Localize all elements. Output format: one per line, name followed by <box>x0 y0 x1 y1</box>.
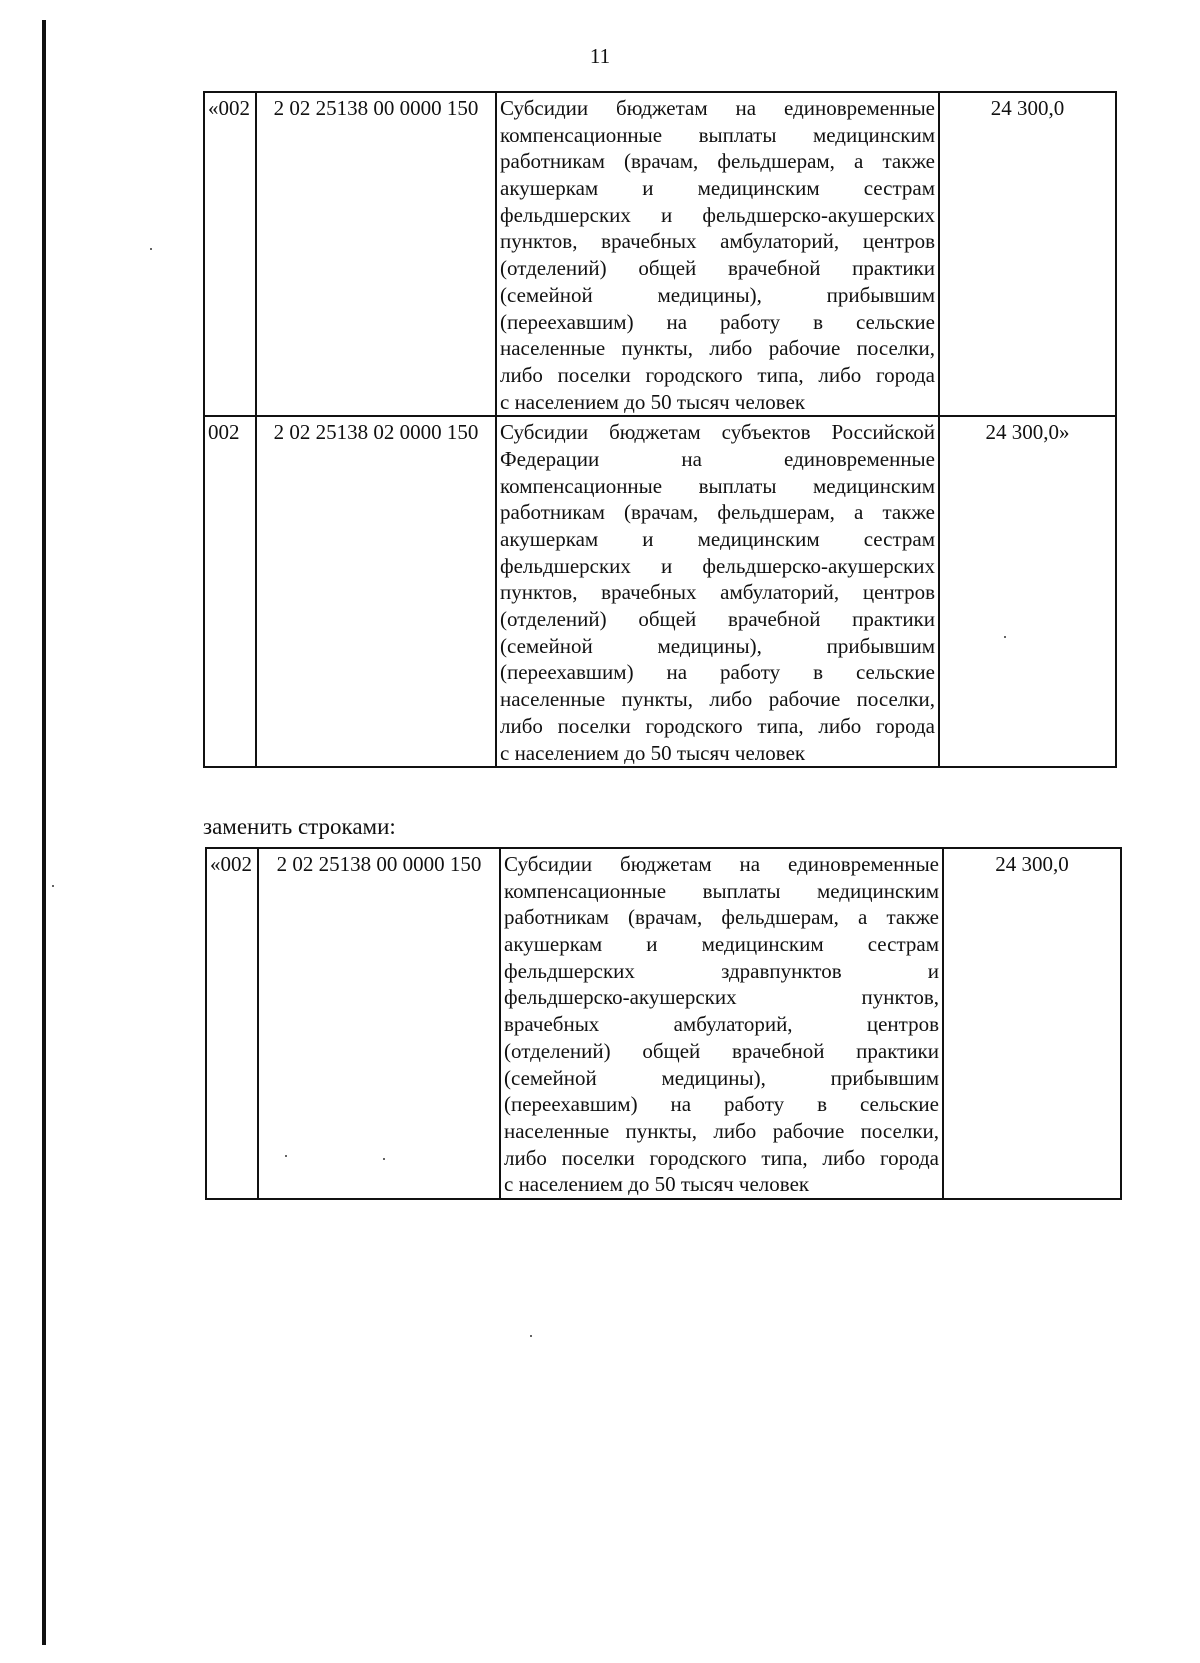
description-line: Субсидии бюджетам на единовременные <box>504 852 939 876</box>
amount-cell: 24 300,0 <box>943 848 1121 1199</box>
description-line: Субсидии бюджетам на единовременные <box>500 96 935 120</box>
description-line: (отделений) общей врачебной практики <box>504 1038 939 1063</box>
page-number: 11 <box>589 44 611 68</box>
admin-code-cell: «002 <box>206 848 258 1199</box>
description-line: либо поселки городского типа, либо города <box>504 1145 939 1170</box>
new-rows-table <box>205 847 1122 1200</box>
scan-speck <box>285 1155 287 1157</box>
scan-speck <box>383 1158 385 1160</box>
amount-cell: 24 300,0» <box>939 416 1116 767</box>
description-cell <box>496 92 939 416</box>
description-line: компенсационные выплаты медицинским <box>500 122 935 147</box>
table-row <box>204 92 1116 416</box>
scan-speck <box>530 1335 532 1337</box>
description-line: (переехавшим) на работу в сельские <box>500 309 935 334</box>
description-line: (отделений) общей врачебной практики <box>500 256 935 281</box>
description-line: фельдшерско-акушерских пунктов, <box>504 985 939 1010</box>
description-line: (семейной медицины), прибывшим <box>504 1065 939 1090</box>
description-line: врачебных амбулаторий, центров <box>504 1012 939 1037</box>
description-line: (семейной медицины), прибывшим <box>500 282 935 307</box>
description-line: пунктов, врачебных амбулаторий, центров <box>500 580 935 605</box>
description-line: с населением до 50 тысяч человек <box>500 740 806 765</box>
admin-code-cell: «002 <box>204 92 256 416</box>
table-row <box>206 848 1121 1199</box>
description-line: либо поселки городского типа, либо города <box>500 362 935 387</box>
description-line: акушеркам и медицинским сестрам <box>500 527 935 551</box>
replace-instruction: заменить строками: <box>203 814 396 839</box>
replaced-rows-body <box>204 92 1116 767</box>
description-line: компенсационные выплаты медицинским <box>504 878 939 903</box>
description-line: Федерации на единовременные <box>500 446 935 471</box>
description-line: с населением до 50 тысяч человек <box>504 1172 810 1197</box>
description-line: работникам (врачам, фельдшерам, а также <box>500 500 935 525</box>
binding-margin-line <box>42 20 46 1645</box>
description-line: (переехавшим) на работу в сельские <box>504 1092 939 1117</box>
description-line: работникам (врачам, фельдшерам, а также <box>500 149 935 174</box>
description-line: работникам (врачам, фельдшерам, а также <box>504 905 939 930</box>
description-line: акушеркам и медицинским сестрам <box>504 932 939 957</box>
description-line: населенные пункты, либо рабочие поселки, <box>504 1118 939 1143</box>
description-line: либо поселки городского типа, либо города <box>500 713 935 738</box>
budget-classification-code-cell: 2 02 25138 00 0000 150 <box>256 92 496 416</box>
description-line: (переехавшим) на работу в сельские <box>500 660 935 685</box>
description-line: населенные пункты, либо рабочие поселки, <box>500 687 935 712</box>
description-cell <box>496 416 939 767</box>
description-line: акушеркам и медицинским сестрам <box>500 176 935 201</box>
description-line: компенсационные выплаты медицинским <box>500 473 935 498</box>
description-line: населенные пункты, либо рабочие поселки, <box>500 336 935 361</box>
description-line: Субсидии бюджетам субъектов Российской <box>500 420 935 445</box>
scan-speck <box>52 885 54 887</box>
new-rows-body <box>206 848 1121 1199</box>
description-line: пунктов, врачебных амбулаторий, центров <box>500 229 935 254</box>
admin-code-cell: 002 <box>204 416 256 767</box>
description-line: (семейной медицины), прибывшим <box>500 633 935 658</box>
description-cell <box>500 848 943 1199</box>
description-line: (отделений) общей врачебной практики <box>500 607 935 632</box>
amount-cell: 24 300,0 <box>939 92 1116 416</box>
description-line: с населением до 50 тысяч человек <box>500 389 806 414</box>
replaced-rows-table <box>203 91 1117 768</box>
budget-classification-code-cell: 2 02 25138 02 0000 150 <box>256 416 496 767</box>
description-line: фельдшерских и фельдшерско-акушерских <box>500 553 935 578</box>
scan-speck <box>1004 636 1006 638</box>
scan-speck <box>150 248 152 250</box>
description-line: фельдшерских здравпунктов и <box>504 958 939 983</box>
table-row <box>204 416 1116 767</box>
description-line: фельдшерских и фельдшерско-акушерских <box>500 202 935 227</box>
budget-classification-code-cell: 2 02 25138 00 0000 150 <box>258 848 500 1199</box>
